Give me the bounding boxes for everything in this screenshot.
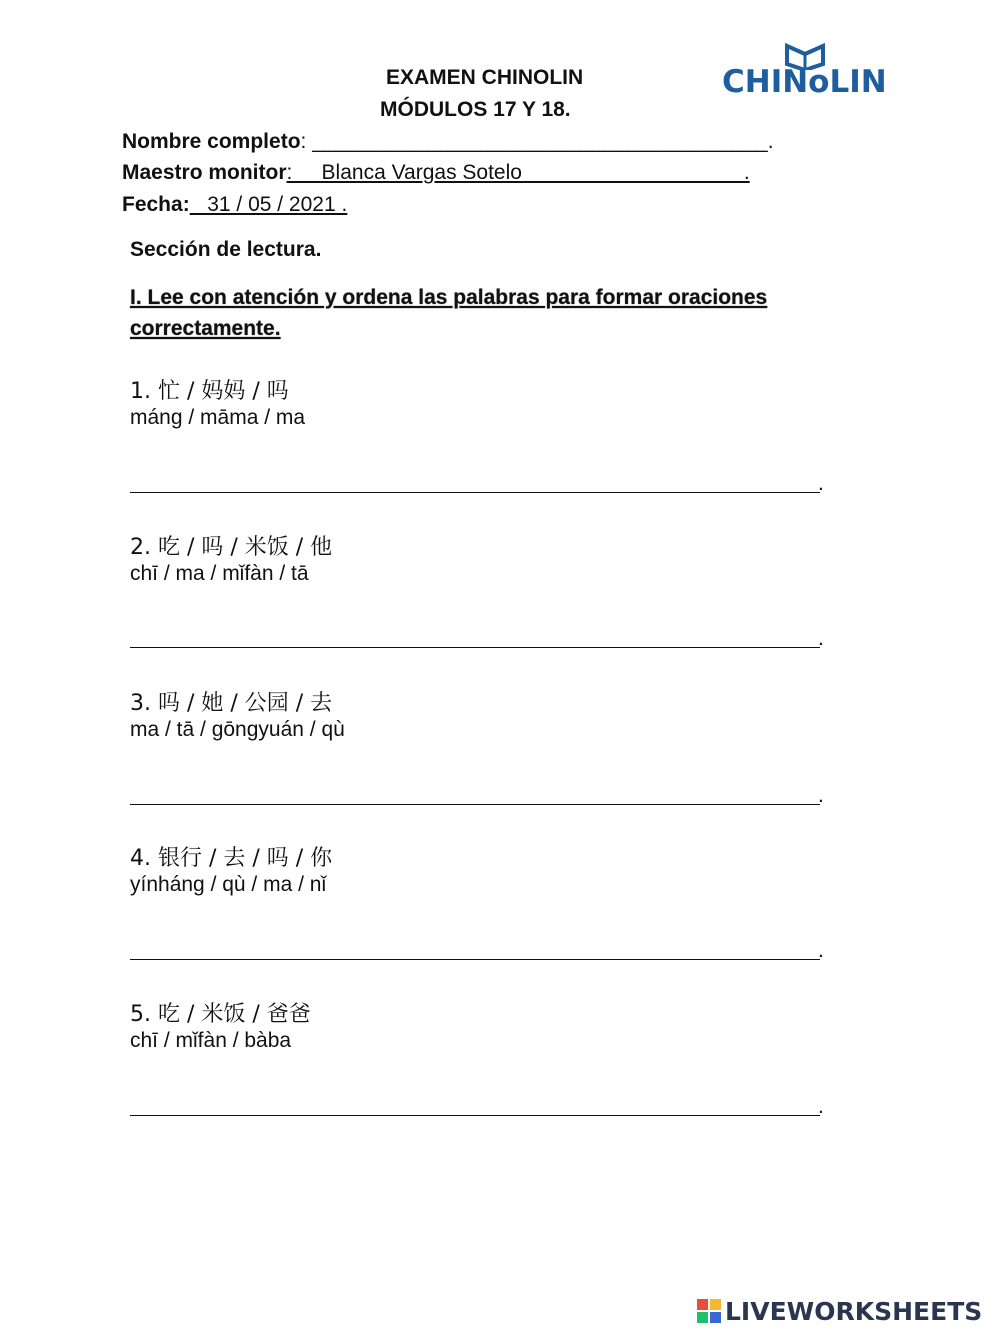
liveworksheets-icon [697,1299,721,1323]
maestro-field [122,161,750,185]
item-5-pinyin: chī / mǐfàn / bàba [130,1029,292,1052]
liveworksheets-text: LIVEWORKSHEETS [725,1297,983,1326]
item-4-hanzi: 4. 银行 / 去 / 吗 / 你 [130,846,333,871]
liveworksheets-brand [697,1297,982,1326]
item-3-line-end: . [818,784,824,807]
item-1-answer-line[interactable] [130,492,820,493]
nombre-label: Nombre completo [122,130,301,153]
item-5-answer-line[interactable] [130,1115,820,1116]
item-5-line-end: . [818,1095,824,1118]
item-2-answer-line[interactable] [130,647,820,648]
nombre-field [122,130,774,154]
exam-subtitle: MÓDULOS 17 Y 18. [380,98,571,121]
logo-wordmark: CHINoLIN [722,64,887,100]
instruction-line-2: correctamente. [130,317,281,340]
item-2-pinyin: chī / ma / mǐfàn / tā [130,562,309,585]
item-1-pinyin: máng / māma / ma [130,406,306,429]
item-1-hanzi: 1. 忙 / 妈妈 / 吗 [130,379,289,404]
maestro-label: Maestro monitor [122,161,287,184]
item-3-pinyin: ma / tā / gōngyuán / qù [130,718,345,741]
exam-title: EXAMEN CHINOLIN [386,66,584,89]
item-2-hanzi: 2. 吃 / 吗 / 米饭 / 他 [130,535,333,560]
instruction-line-1: I. Lee con atención y ordena las palabras para formar oraciones [130,286,768,309]
item-4-answer-line[interactable] [130,959,820,960]
item-2-line-end: . [818,627,824,650]
item-1-line-end: . [818,472,824,495]
fecha-value: _31 / 05 / 2021 . [189,193,348,216]
fecha-label: Fecha: [122,193,190,216]
maestro-value: : __Blanca Vargas Sotelo___________________. [286,161,750,184]
section-title: Sección de lectura. [130,238,322,261]
item-3-answer-line[interactable] [130,804,820,805]
item-5-hanzi: 5. 吃 / 米饭 / 爸爸 [130,1002,311,1027]
fecha-field [122,193,347,217]
item-4-line-end: . [818,939,824,962]
item-3-hanzi: 3. 吗 / 她 / 公园 / 去 [130,691,333,716]
nombre-value: : _______________________________________. [300,130,774,153]
item-4-pinyin: yínháng / qù / ma / nǐ [130,873,327,896]
